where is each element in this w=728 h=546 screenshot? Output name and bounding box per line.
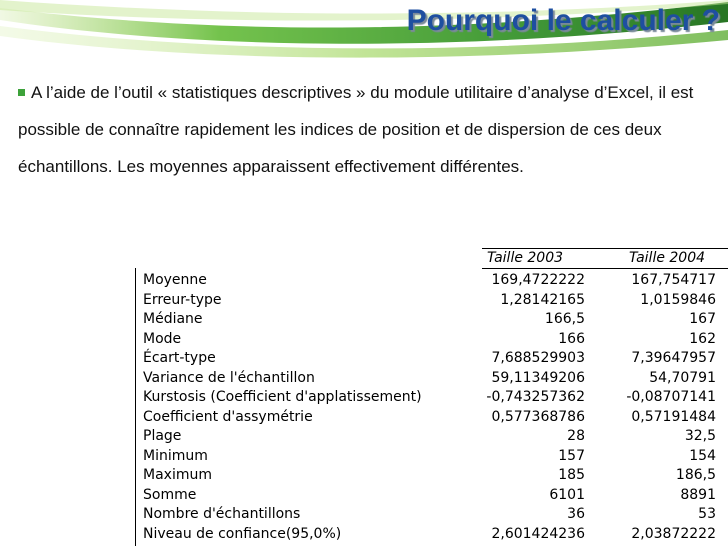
value-2003: 59,11349206 [491, 369, 585, 386]
value-2004: 7,39647957 [631, 350, 716, 366]
value-2004: 167 [689, 311, 716, 327]
value-2004: 8891 [680, 486, 716, 503]
value-2003: 36 [567, 506, 585, 522]
value-2003: 157 [558, 447, 585, 464]
row-label: Maximum [143, 467, 212, 483]
table-row [135, 465, 728, 485]
value-2003: 0,577368786 [491, 408, 585, 425]
value-2003: 169,4722222 [491, 272, 585, 288]
table-row [135, 368, 728, 388]
value-2003: 28 [567, 428, 585, 444]
table-top-rule [482, 248, 728, 249]
value-2003: -0,743257362 [486, 389, 585, 405]
row-label: Nombre d'échantillons [143, 506, 301, 522]
header-band [0, 0, 728, 62]
value-2004: 154 [689, 447, 716, 464]
value-2004: 0,57191484 [631, 408, 716, 425]
row-label: Plage [143, 428, 182, 444]
column-header-2003: Taille 2003 [487, 250, 564, 266]
description-paragraph [18, 74, 708, 185]
value-2004: 186,5 [675, 467, 716, 483]
value-2003: 166 [558, 330, 585, 347]
table-row [135, 387, 728, 407]
table-row [135, 485, 728, 505]
row-label: Variance de l'échantillon [143, 369, 315, 386]
row-label: Moyenne [143, 272, 207, 288]
paragraph-text: A l’aide de l’outil « statistiques descriptives » du module utilitaire d’analyse d’Excel, il est possible de connaître rapidement les indices de position et de dispersion de ces deux échantillons. Les moyennes apparaissent effectivement différentes. [18, 83, 694, 176]
value-2004: 167,754717 [631, 272, 716, 288]
row-label: Minimum [143, 447, 208, 464]
table-row [135, 446, 728, 466]
descriptive-stats-table [135, 248, 728, 546]
value-2003: 166,5 [544, 311, 585, 327]
value-2004: 32,5 [684, 428, 716, 444]
value-2004: 54,70791 [649, 369, 716, 386]
row-label: Niveau de confiance(95,0%) [143, 525, 342, 542]
value-2004: 1,0159846 [640, 291, 716, 308]
table-row [135, 329, 728, 349]
table-row [135, 426, 728, 446]
value-2004: 162 [689, 330, 716, 347]
value-2004: 53 [698, 506, 716, 522]
table-row [135, 504, 728, 524]
row-label: Kurstosis (Coefficient d'applatissement) [143, 389, 422, 405]
slide-title: Pourquoi le calculer ? [406, 4, 720, 37]
table-row [135, 290, 728, 310]
value-2003: 7,688529903 [491, 350, 585, 366]
table-row [135, 309, 728, 329]
table-header-rule [482, 268, 728, 269]
value-2003: 1,28142165 [500, 291, 585, 308]
column-header-2004: Taille 2004 [629, 250, 706, 266]
row-label: Somme [143, 486, 197, 503]
table-row [135, 524, 728, 544]
table-row [135, 407, 728, 427]
table-row [135, 270, 728, 290]
value-2003: 2,601424236 [491, 525, 585, 542]
table-row [135, 348, 728, 368]
row-label: Écart-type [143, 350, 216, 366]
value-2003: 6101 [549, 486, 585, 503]
value-2004: 2,03872222 [631, 525, 716, 542]
value-2004: -0,08707141 [626, 389, 716, 405]
row-label: Médiane [143, 311, 203, 327]
bullet-icon [18, 89, 25, 96]
row-label: Erreur-type [143, 291, 222, 308]
row-label: Coefficient d'assymétrie [143, 408, 313, 425]
row-label: Mode [143, 330, 182, 347]
value-2003: 185 [558, 467, 585, 483]
